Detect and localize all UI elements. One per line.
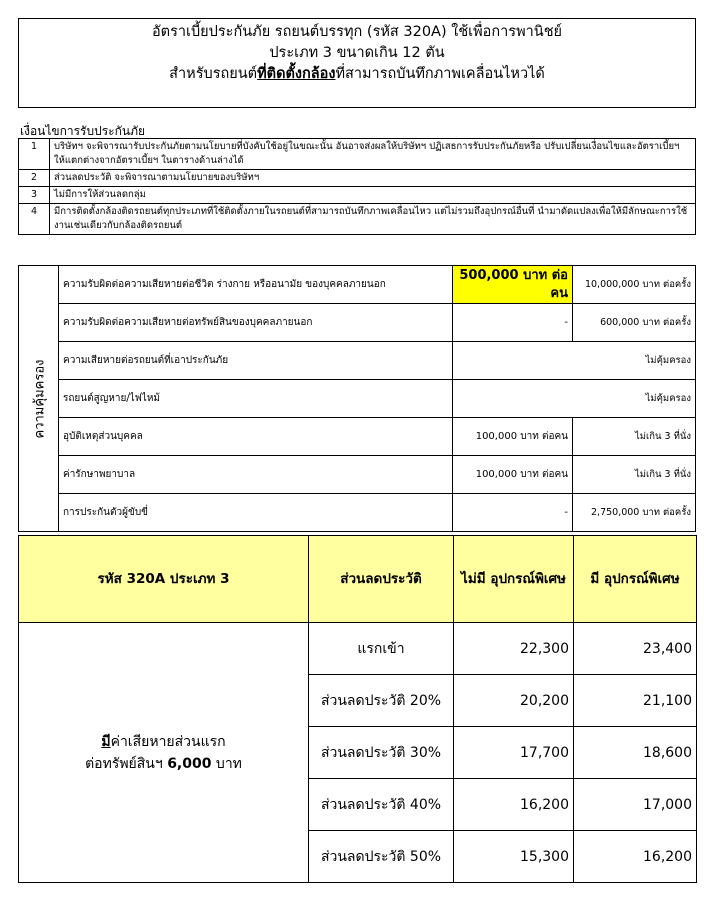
condition-number: 1 — [19, 139, 50, 170]
coverage-row — [19, 418, 696, 456]
coverage-label: ความรับผิดต่อความเสียหายต่อทรัพย์สินของบุคคลภายนอก — [59, 304, 453, 342]
deductible-prefix: มี — [101, 733, 111, 750]
coverage-limit-per-event: 600,000 บาท ต่อครั้ง — [573, 304, 696, 342]
title-line-3-post: ที่สามารถบันทึกภาพเคลื่อนไหวได้ — [335, 66, 545, 82]
rate-no-equipment: 15,300 — [454, 831, 574, 883]
condition-number: 3 — [19, 187, 50, 204]
coverage-limit-per-person: 100,000 บาท ต่อคน — [453, 456, 573, 494]
rate-with-equipment: 16,200 — [574, 831, 697, 883]
rate-with-equipment: 17,000 — [574, 779, 697, 831]
coverage-row — [19, 266, 696, 304]
conditions-heading: เงื่อนไขการรับประกันภัย — [20, 124, 146, 138]
deductible-unit: บาท — [211, 755, 242, 772]
deductible-text-2: ต่อทรัพย์สินฯ — [85, 755, 168, 772]
title-line-2: ประเภท 3 ขนาดเกิน 12 ตัน — [269, 45, 445, 61]
coverage-limit-per-person: - — [453, 304, 573, 342]
coverage-label: ค่ารักษาพยาบาล — [59, 456, 453, 494]
condition-text: บริษัทฯ จะพิจารณารับประกันภัยตามนโยบายที่บังคับใช้อยู่ในขณะนั้น อันอาจส่งผลให้บริษัทฯ ปฏิเสธการรับประกันภัยหรือ ปรับเปลี่ยนเงื่อนไขและอัตราเบี้ยฯ ให้แตกต่างจากอัตราเบี้ยฯ ในตารางด้านล่างได้ — [50, 139, 696, 170]
condition-number: 4 — [19, 204, 50, 235]
title-box — [18, 18, 696, 108]
rate-header-no-equipment: ไม่มี อุปกรณ์พิเศษ — [454, 536, 574, 623]
coverage-limit-per-person: - — [453, 494, 573, 532]
rate-with-equipment: 23,400 — [574, 623, 697, 675]
rate-no-equipment: 16,200 — [454, 779, 574, 831]
condition-row — [19, 204, 696, 235]
conditions-table — [18, 138, 696, 235]
coverage-limit-per-person: 500,000 บาท ต่อคน — [453, 266, 573, 304]
coverage-seat-limit: ไม่เกิน 3 ที่นั่ง — [573, 418, 696, 456]
title-line-3-emph: ที่ติดตั้งกล้อง — [257, 66, 336, 82]
coverage-limit-per-event: 2,750,000 บาท ต่อครั้ง — [573, 494, 696, 532]
coverage-not-covered: ไม่คุ้มครอง — [453, 342, 696, 380]
condition-row — [19, 170, 696, 187]
condition-text: มีการติดตั้งกล้องติดรถยนต์ทุกประเภทที่ใช้ติดตั้งภายในรถยนต์ที่สามารถบันทึกภาพเคลื่อนไหว แต่ไม่รวมถึงอุปกรณ์อื่นที่ นำมาดัดแปลงเพื่อให้มีลักษณะการใช้งานเช่นเดียวกับกล้องติดรถยนต์ — [50, 204, 696, 235]
rate-discount: ส่วนลดประวัติ 50% — [309, 831, 454, 883]
coverage-side-label — [19, 266, 59, 532]
deductible-line-1 — [20, 731, 307, 753]
coverage-row — [19, 380, 696, 418]
condition-number: 2 — [19, 170, 50, 187]
title-line-3 — [19, 64, 695, 85]
deductible-amount: 6,000 — [167, 755, 212, 772]
coverage-limit-per-person: 100,000 บาท ต่อคน — [453, 418, 573, 456]
coverage-not-covered: ไม่คุ้มครอง — [453, 380, 696, 418]
rate-header-code: รหัส 320A ประเภท 3 — [19, 536, 309, 623]
rate-no-equipment: 20,200 — [454, 675, 574, 727]
coverage-row — [19, 494, 696, 532]
coverage-limit-per-event: 10,000,000 บาท ต่อครั้ง — [573, 266, 696, 304]
rate-discount: แรกเข้า — [309, 623, 454, 675]
rate-row — [19, 623, 697, 675]
rate-table — [18, 535, 697, 883]
rate-with-equipment: 18,600 — [574, 727, 697, 779]
coverage-row — [19, 342, 696, 380]
coverage-label: อุบัติเหตุส่วนบุคคล — [59, 418, 453, 456]
coverage-label: ความรับผิดต่อความเสียหายต่อชีวิต ร่างกาย หรืออนามัย ของบุคคลภายนอก — [59, 266, 453, 304]
rate-no-equipment: 17,700 — [454, 727, 574, 779]
coverage-table — [18, 265, 696, 532]
rate-discount: ส่วนลดประวัติ 40% — [309, 779, 454, 831]
rate-header-with-equipment: มี อุปกรณ์พิเศษ — [574, 536, 697, 623]
condition-text: ไม่มีการให้ส่วนลดกลุ่ม — [50, 187, 696, 204]
title-line-1: อัตราเบี้ยประกันภัย รถยนต์บรรทุก (รหัส 320A) ใช้เพื่อการพานิชย์ — [151, 24, 563, 40]
rate-discount: ส่วนลดประวัติ 30% — [309, 727, 454, 779]
rate-no-equipment: 22,300 — [454, 623, 574, 675]
deductible-text: ค่าเสียหายส่วนแรก — [110, 733, 226, 750]
condition-row — [19, 187, 696, 204]
rate-with-equipment: 21,100 — [574, 675, 697, 727]
deductible-note — [19, 623, 309, 883]
title-line-3-pre: สำหรับรถยนต์ — [169, 66, 258, 82]
coverage-row — [19, 304, 696, 342]
coverage-row — [19, 456, 696, 494]
coverage-side-label-text: ความคุ้มครอง — [32, 359, 47, 438]
rate-discount: ส่วนลดประวัติ 20% — [309, 675, 454, 727]
condition-row — [19, 139, 696, 170]
coverage-label: การประกันตัวผู้ขับขี่ — [59, 494, 453, 532]
rate-header-discount: ส่วนลดประวัติ — [309, 536, 454, 623]
coverage-label: รถยนต์สูญหาย/ไฟไหม้ — [59, 380, 453, 418]
condition-text: ส่วนลดประวัติ จะพิจารณาตามนโยบายของบริษัทฯ — [50, 170, 696, 187]
deductible-line-2 — [20, 753, 307, 775]
rate-header-row — [19, 536, 697, 623]
coverage-label: ความเสียหายต่อรถยนต์ที่เอาประกันภัย — [59, 342, 453, 380]
coverage-seat-limit: ไม่เกิน 3 ที่นั่ง — [573, 456, 696, 494]
